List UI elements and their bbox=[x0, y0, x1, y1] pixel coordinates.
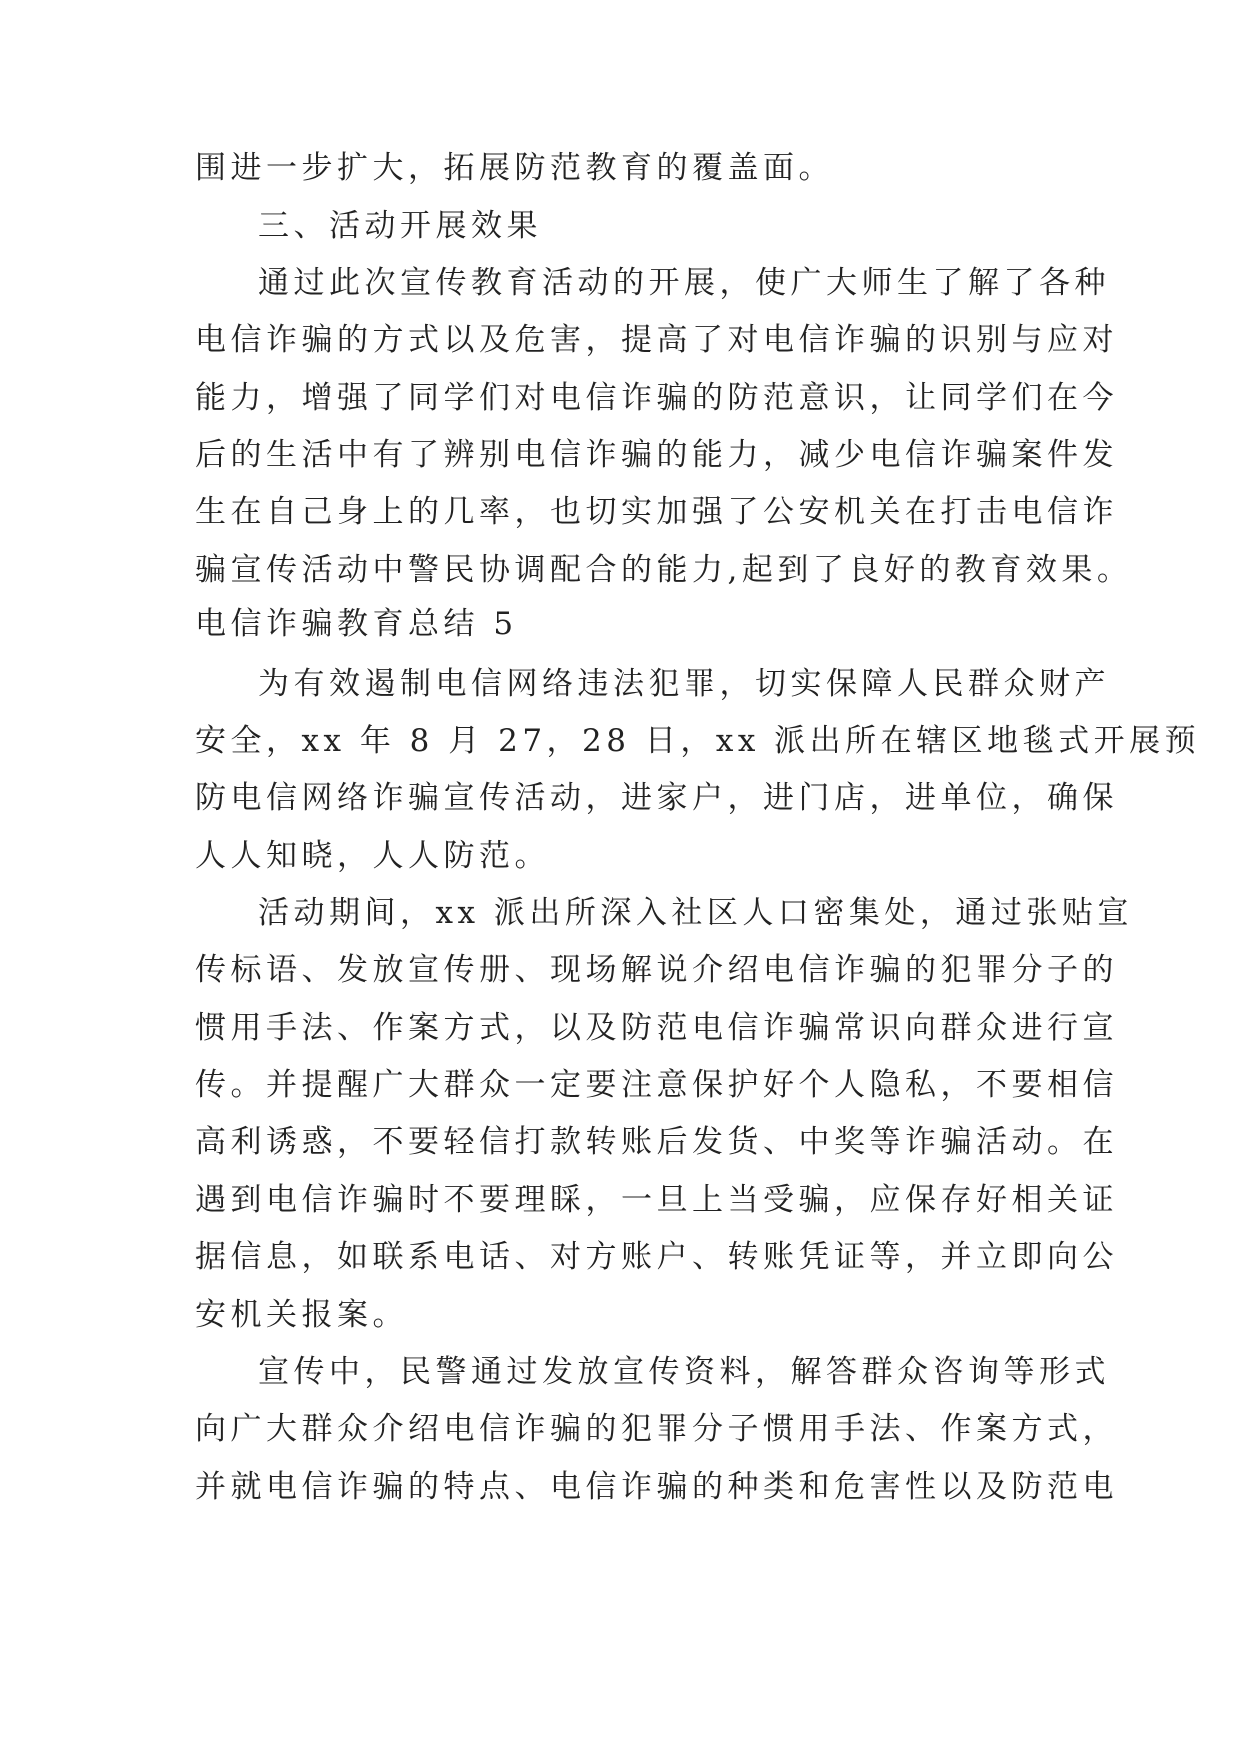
text-line: 通过此次宣传教育活动的开展，使广大师生了解了各种 bbox=[258, 265, 1110, 301]
text-line: 生在自己身上的几率，也切实加强了公安机关在打击电信诈 bbox=[195, 494, 1118, 530]
text-line: 宣传中，民警通过发放宣传资料，解答群众咨询等形式 bbox=[258, 1354, 1110, 1390]
document-heading: 电信诈骗教育总结 5 bbox=[195, 606, 518, 642]
text-line: 遇到电信诈骗时不要理睬，一旦上当受骗，应保存好相关证 bbox=[195, 1182, 1118, 1218]
text-line: 据信息，如联系电话、对方账户、转账凭证等，并立即向公 bbox=[195, 1239, 1118, 1275]
text-line: 围进一步扩大，拓展防范教育的覆盖面。 bbox=[195, 150, 834, 186]
text-line: 安机关报案。 bbox=[195, 1297, 408, 1333]
text-line: 骗宣传活动中警民协调配合的能力,起到了良好的教育效果。 bbox=[195, 552, 1133, 588]
section-heading: 三、活动开展效果 bbox=[258, 208, 542, 244]
text-line: 人人知晓，人人防范。 bbox=[195, 838, 550, 874]
text-line: 向广大群众介绍电信诈骗的犯罪分子惯用手法、作案方式， bbox=[195, 1411, 1118, 1447]
text-line: 能力，增强了同学们对电信诈骗的防范意识，让同学们在今 bbox=[195, 380, 1118, 416]
text-line: 后的生活中有了辨别电信诈骗的能力，减少电信诈骗案件发 bbox=[195, 437, 1118, 473]
text-line: 电信诈骗的方式以及危害，提高了对电信诈骗的识别与应对 bbox=[195, 322, 1118, 358]
text-line: 安全，xx 年 8 月 27，28 日，xx 派出所在辖区地毯式开展预 bbox=[195, 723, 1201, 759]
text-line: 并就电信诈骗的特点、电信诈骗的种类和危害性以及防范电 bbox=[195, 1469, 1118, 1505]
text-line: 传标语、发放宣传册、现场解说介绍电信诈骗的犯罪分子的 bbox=[195, 952, 1118, 988]
text-line: 传。并提醒广大群众一定要注意保护好个人隐私，不要相信 bbox=[195, 1067, 1118, 1103]
text-line: 防电信网络诈骗宣传活动，进家户，进门店，进单位，确保 bbox=[195, 780, 1118, 816]
text-line: 为有效遏制电信网络违法犯罪，切实保障人民群众财产 bbox=[258, 666, 1110, 702]
text-line: 高利诱惑，不要轻信打款转账后发货、中奖等诈骗活动。在 bbox=[195, 1124, 1118, 1160]
text-line: 活动期间，xx 派出所深入社区人口密集处，通过张贴宣 bbox=[258, 895, 1133, 931]
text-line: 惯用手法、作案方式，以及防范电信诈骗常识向群众进行宣 bbox=[195, 1010, 1118, 1046]
